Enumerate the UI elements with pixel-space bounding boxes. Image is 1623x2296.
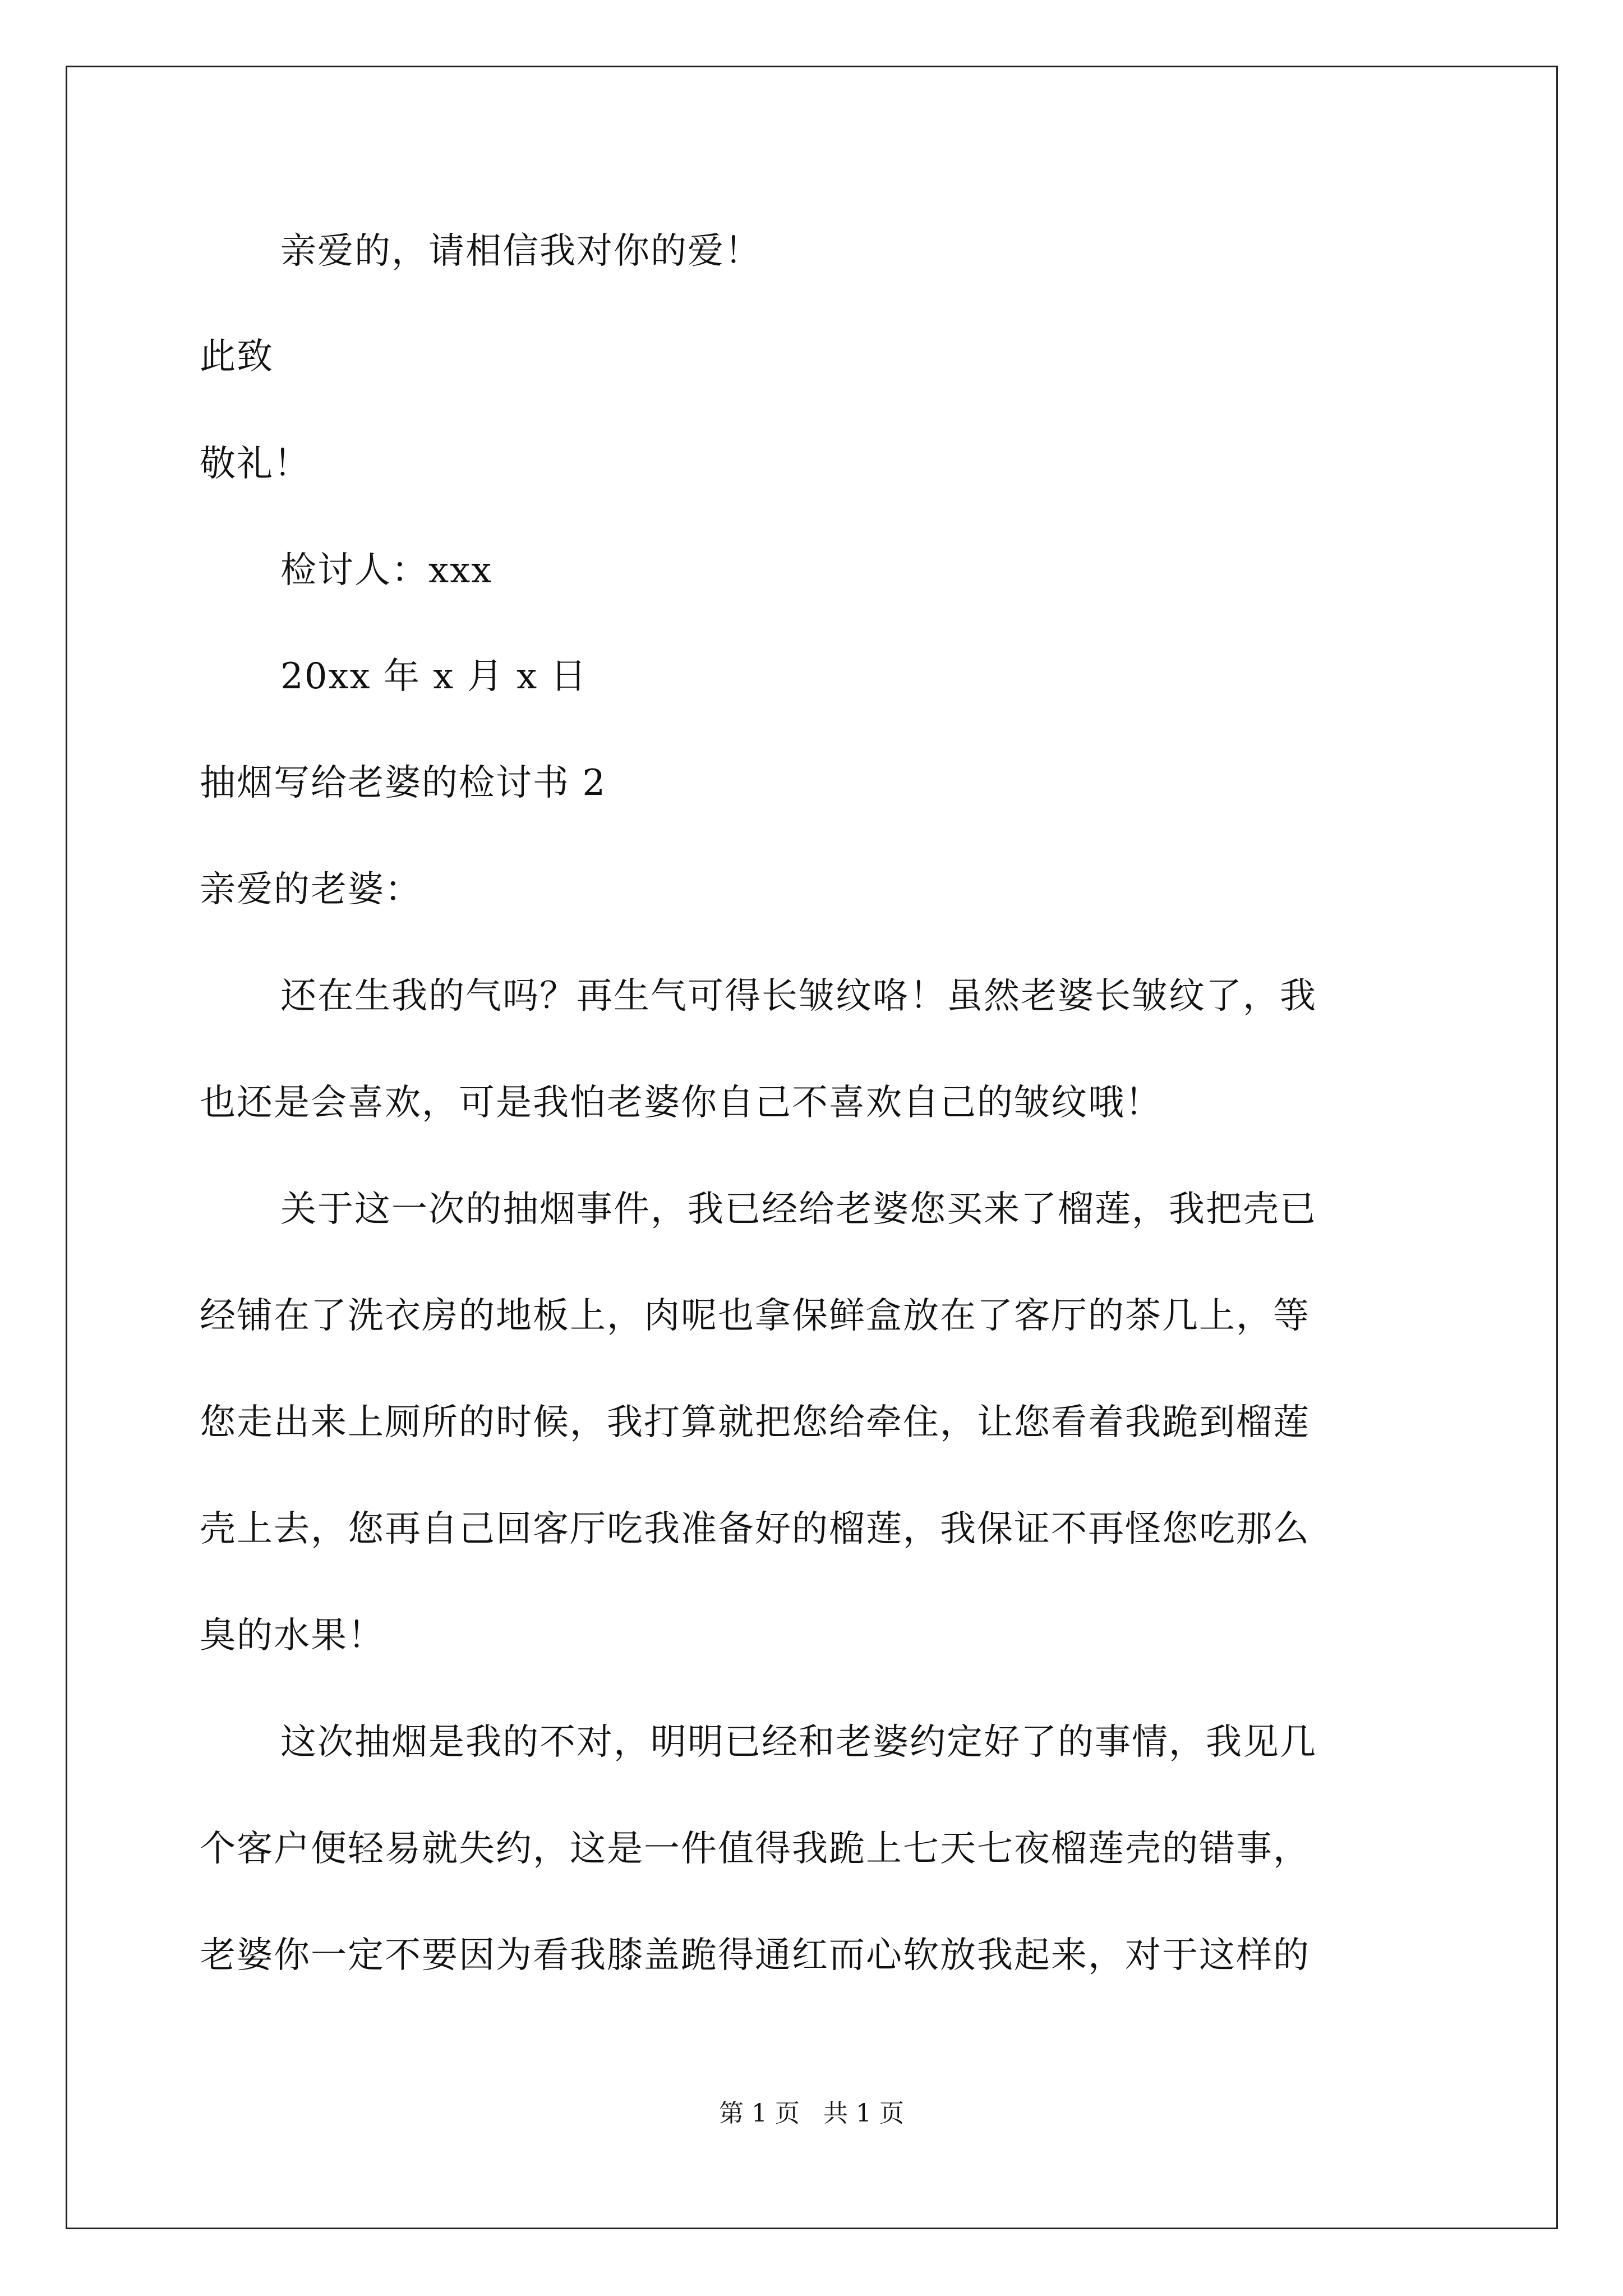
- paragraph-1-line-2: 也还是会喜欢，可是我怕老婆你自己不喜欢自己的皱纹哦！: [200, 1082, 1162, 1124]
- salutation-cizhi: 此致: [200, 336, 274, 378]
- paragraph-2-line-4: 壳上去，您再自己回客厅吃我准备好的榴莲，我保证不再怪您吃那么: [200, 1508, 1310, 1550]
- signature-date: 20xx 年 x 月 x 日: [280, 656, 588, 697]
- paragraph-2-line-5: 臭的水果！: [200, 1615, 385, 1657]
- paragraph-2-line-2: 经铺在了洗衣房的地板上，肉呢也拿保鲜盒放在了客厅的茶几上，等: [200, 1295, 1310, 1337]
- page-border: [66, 66, 1558, 2229]
- page-footer: 第 1 页 共 1 页: [719, 2099, 904, 2128]
- paragraph-3-line-1: 这次抽烟是我的不对，明明已经和老婆约定好了的事情，我见几: [280, 1722, 1317, 1763]
- paragraph-2-line-1: 关于这一次的抽烟事件，我已经给老婆您买来了榴莲，我把壳已: [280, 1189, 1317, 1230]
- salutation-jingli: 敬礼！: [200, 443, 311, 485]
- greeting: 亲爱的老婆：: [200, 869, 422, 910]
- signature-author: 检讨人：xxx: [280, 550, 493, 591]
- paragraph-2-line-3: 您走出来上厕所的时候，我打算就把您给牵住，让您看着我跪到榴莲: [200, 1402, 1310, 1443]
- closing-sentence: 亲爱的，请相信我对你的爱！: [280, 231, 762, 272]
- paragraph-1-line-1: 还在生我的气吗？再生气可得长皱纹咯！虽然老婆长皱纹了，我: [280, 976, 1317, 1017]
- section-title: 抽烟写给老婆的检讨书 2: [200, 762, 607, 804]
- paragraph-3-line-2: 个客户便轻易就失约，这是一件值得我跪上七天七夜榴莲壳的错事，: [200, 1828, 1310, 1870]
- paragraph-3-line-3: 老婆你一定不要因为看我膝盖跪得通红而心软放我起来，对于这样的: [200, 1935, 1310, 1976]
